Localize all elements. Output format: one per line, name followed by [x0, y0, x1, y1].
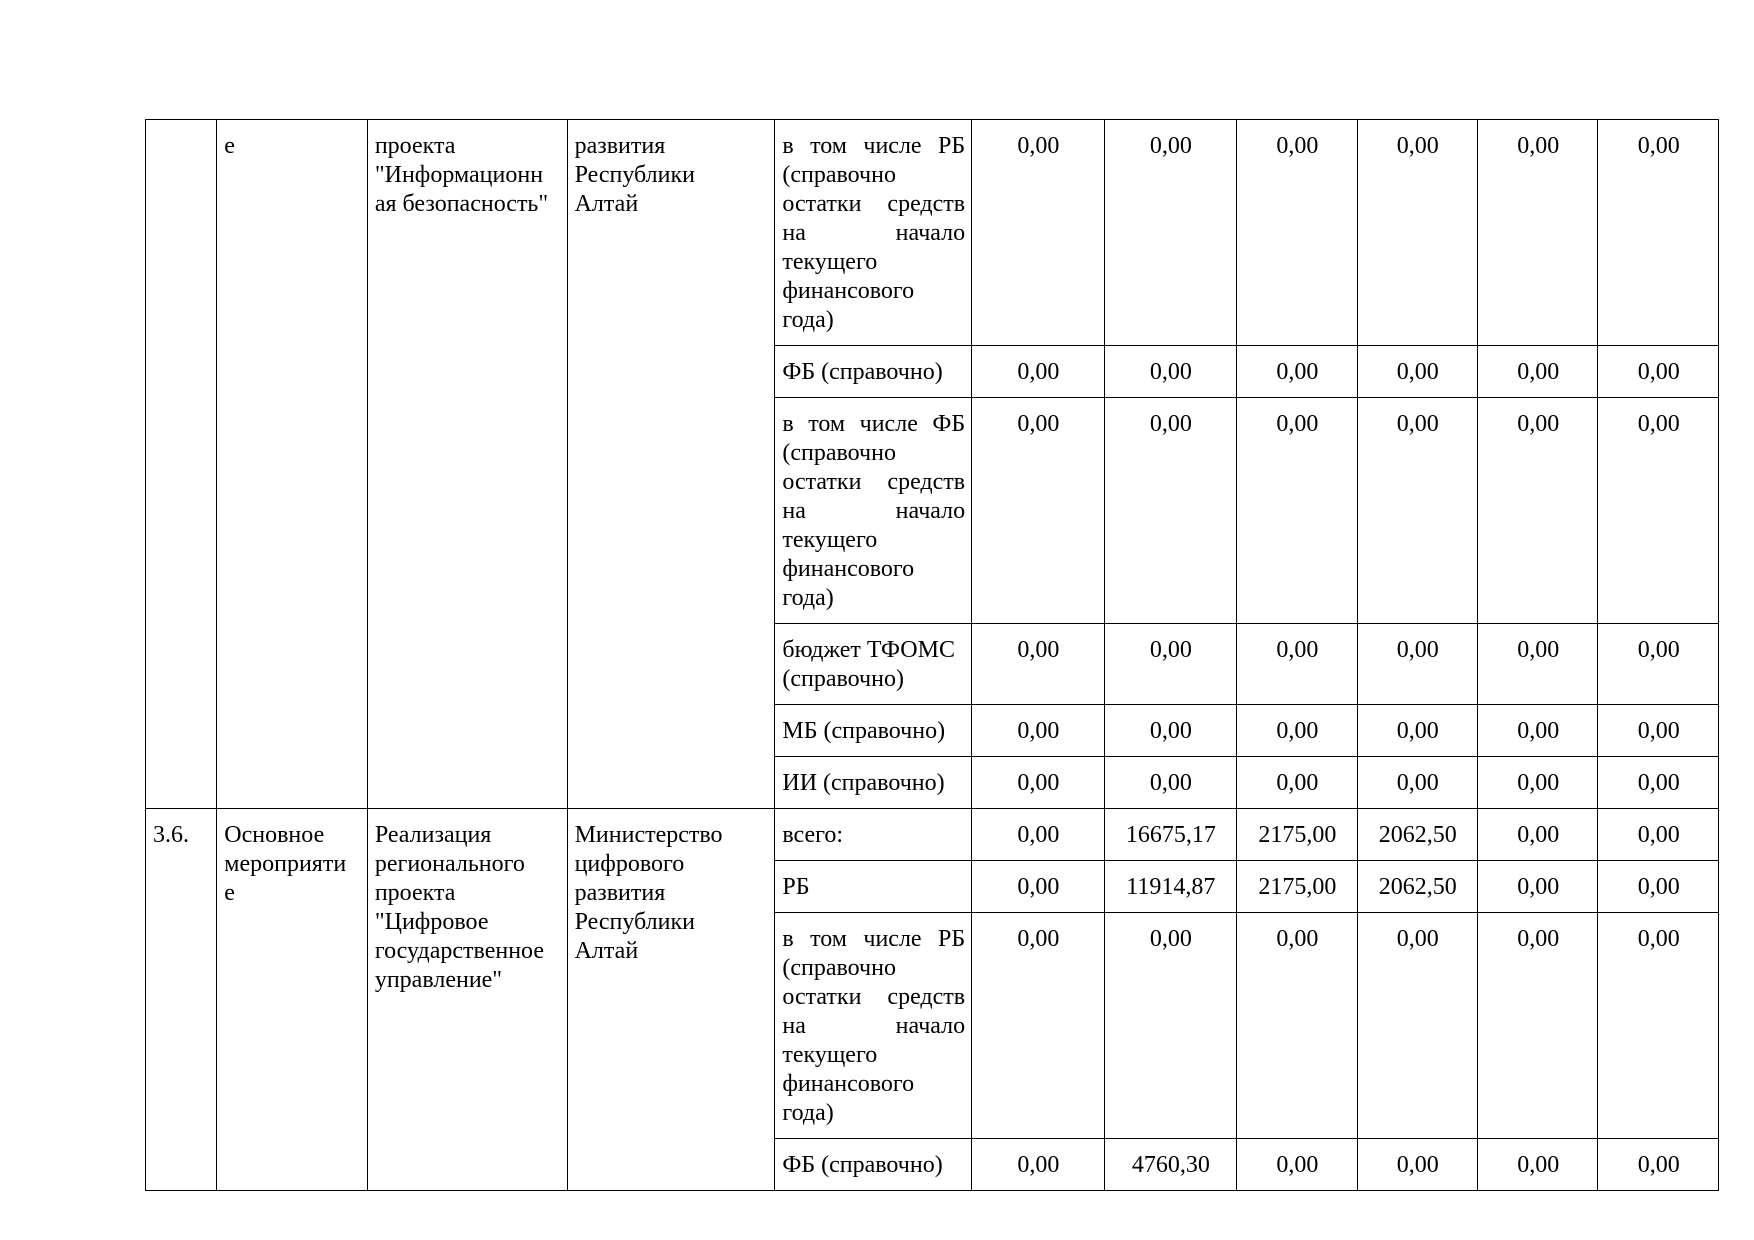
name-line: "Информационн: [374, 162, 544, 188]
value-cell: 0,00: [972, 624, 1105, 705]
event-type-cell: [217, 809, 368, 1191]
value-cell: 0,00: [1357, 705, 1477, 757]
value-cell: 0,00: [1104, 757, 1237, 809]
source-line: в том числе ФБ: [782, 411, 966, 437]
value-cell: 0,00: [1104, 398, 1237, 624]
value-cell: 0,00: [1478, 757, 1598, 809]
source-line: (справочно): [782, 666, 904, 692]
value-cell: 4760,30: [1104, 1139, 1237, 1191]
value-cell: 0,00: [1357, 346, 1477, 398]
source-line: (справочно: [782, 162, 896, 188]
value-cell: 0,00: [1104, 913, 1237, 1139]
name-line: регионального: [374, 851, 525, 877]
value-cell: 0,00: [1357, 1139, 1477, 1191]
source-line: бюджет ТФОМС: [782, 637, 955, 663]
type-line: Основное: [224, 822, 325, 848]
value-cell: 0,00: [1598, 120, 1719, 346]
row-number-cell: 3.6.: [146, 809, 217, 1191]
value-cell: 0,00: [1598, 1139, 1719, 1191]
value-cell: 0,00: [972, 757, 1105, 809]
value-cell: 0,00: [1357, 120, 1477, 346]
value-cell: 0,00: [1598, 913, 1719, 1139]
funding-source-cell: РБ: [775, 861, 972, 913]
event-type-cell: е: [217, 120, 368, 809]
source-line: финансового: [782, 278, 915, 304]
row-number-cell: [146, 120, 217, 809]
type-line: мероприяти: [224, 851, 347, 877]
value-cell: 0,00: [1357, 757, 1477, 809]
value-cell: 0,00: [1478, 809, 1598, 861]
source-line: текущего: [782, 1042, 878, 1068]
executor-line: Алтай: [574, 191, 639, 217]
value-cell: 0,00: [1357, 624, 1477, 705]
value-cell: 11914,87: [1104, 861, 1237, 913]
value-cell: 0,00: [1598, 624, 1719, 705]
name-line: ая безопасность": [374, 191, 549, 217]
source-line: в том числе РБ: [782, 133, 966, 159]
table-row: [146, 120, 1719, 346]
name-line: проекта: [374, 880, 456, 906]
value-cell: 0,00: [1237, 398, 1357, 624]
source-line: на начало: [782, 1013, 966, 1039]
value-cell: 0,00: [1598, 809, 1719, 861]
value-cell: 0,00: [1104, 705, 1237, 757]
funding-source-cell: ФБ (справочно): [775, 346, 972, 398]
source-line: текущего: [782, 249, 878, 275]
funding-source-cell: [775, 120, 972, 346]
source-line: остатки средств: [782, 191, 966, 217]
value-cell: 0,00: [1104, 120, 1237, 346]
source-line: финансового: [782, 556, 915, 582]
value-cell: 0,00: [1598, 346, 1719, 398]
value-cell: 0,00: [972, 398, 1105, 624]
value-cell: 0,00: [1478, 398, 1598, 624]
name-line: проекта: [374, 133, 456, 159]
funding-source-cell: [775, 624, 972, 705]
source-line: года): [782, 585, 834, 611]
funding-source-cell: ИИ (справочно): [775, 757, 972, 809]
source-line: текущего: [782, 527, 878, 553]
value-cell: 0,00: [1598, 398, 1719, 624]
source-line: на начало: [782, 498, 966, 524]
value-cell: 0,00: [972, 120, 1105, 346]
event-name-cell: [367, 809, 567, 1191]
executor-line: развития: [574, 133, 666, 159]
value-cell: 0,00: [1478, 913, 1598, 1139]
event-name-cell: [367, 120, 567, 809]
value-cell: 16675,17: [1104, 809, 1237, 861]
value-cell: 0,00: [1357, 913, 1477, 1139]
value-cell: 0,00: [972, 705, 1105, 757]
source-line: года): [782, 307, 834, 333]
name-line: управление": [374, 967, 503, 993]
value-cell: 0,00: [1478, 1139, 1598, 1191]
value-cell: 0,00: [1237, 120, 1357, 346]
funding-source-cell: [775, 913, 972, 1139]
funding-source-cell: МБ (справочно): [775, 705, 972, 757]
executor-cell: [567, 809, 775, 1191]
value-cell: 0,00: [972, 1139, 1105, 1191]
value-cell: 0,00: [1478, 346, 1598, 398]
value-cell: 0,00: [1478, 705, 1598, 757]
value-cell: 0,00: [972, 346, 1105, 398]
funding-source-cell: [775, 398, 972, 624]
value-cell: 0,00: [1104, 346, 1237, 398]
type-line: е: [224, 880, 235, 906]
name-line: "Цифровое: [374, 909, 489, 935]
name-line: государственное: [374, 938, 544, 964]
name-line: Реализация: [374, 822, 492, 848]
source-line: остатки средств: [782, 984, 966, 1010]
funding-source-cell: ФБ (справочно): [775, 1139, 972, 1191]
value-cell: 0,00: [972, 861, 1105, 913]
value-cell: 0,00: [1237, 624, 1357, 705]
value-cell: 0,00: [1598, 705, 1719, 757]
source-line: (справочно: [782, 440, 896, 466]
value-cell: 0,00: [1237, 346, 1357, 398]
executor-line: развития: [574, 880, 666, 906]
table-body: [146, 120, 1719, 1191]
value-cell: 0,00: [1478, 861, 1598, 913]
executor-line: Министерство: [574, 822, 723, 848]
value-cell: 2062,50: [1357, 809, 1477, 861]
executor-cell: [567, 120, 775, 809]
table-row: [146, 809, 1719, 861]
value-cell: 0,00: [972, 913, 1105, 1139]
value-cell: 0,00: [1598, 757, 1719, 809]
executor-line: Республики: [574, 909, 695, 935]
value-cell: 0,00: [1237, 705, 1357, 757]
source-line: в том числе РБ: [782, 926, 966, 952]
source-line: на начало: [782, 220, 966, 246]
value-cell: 0,00: [972, 809, 1105, 861]
value-cell: 2062,50: [1357, 861, 1477, 913]
executor-line: Алтай: [574, 938, 639, 964]
source-line: года): [782, 1100, 834, 1126]
value-cell: 0,00: [1237, 913, 1357, 1139]
value-cell: 0,00: [1478, 120, 1598, 346]
source-line: остатки средств: [782, 469, 966, 495]
value-cell: 0,00: [1237, 757, 1357, 809]
source-line: (справочно: [782, 955, 896, 981]
value-cell: 0,00: [1237, 1139, 1357, 1191]
value-cell: 2175,00: [1237, 809, 1357, 861]
value-cell: 2175,00: [1237, 861, 1357, 913]
executor-line: цифрового: [574, 851, 685, 877]
funding-source-cell: всего:: [775, 809, 972, 861]
value-cell: 0,00: [1357, 398, 1477, 624]
value-cell: 0,00: [1478, 624, 1598, 705]
executor-line: Республики: [574, 162, 695, 188]
source-line: финансового: [782, 1071, 915, 1097]
value-cell: 0,00: [1104, 624, 1237, 705]
value-cell: 0,00: [1598, 861, 1719, 913]
budget-table: [145, 119, 1719, 1191]
